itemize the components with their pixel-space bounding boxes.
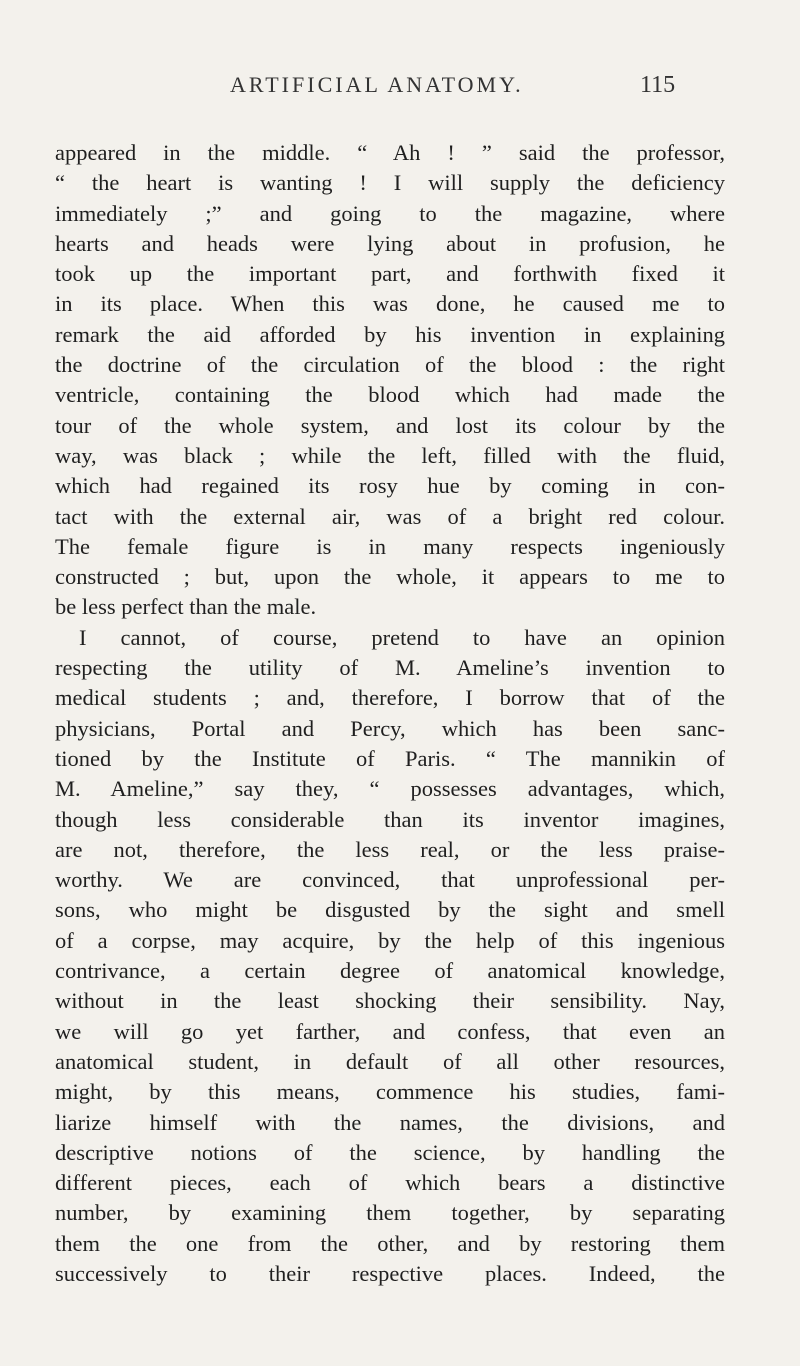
running-title: ARTIFICIAL ANATOMY. bbox=[230, 72, 524, 97]
text-line: which had regained its rosy hue by coming in con- bbox=[55, 473, 725, 499]
text-line: M. Ameline,” say they, “ possesses advantages, which, bbox=[55, 776, 725, 802]
text-line: in its place. When this was done, he caused me to bbox=[55, 291, 725, 317]
text-line: anatomical student, in default of all other resources, bbox=[55, 1048, 725, 1074]
text-line: number, by examining them together, by separating bbox=[55, 1200, 725, 1226]
text-line: tour of the whole system, and lost its colour by the bbox=[55, 412, 725, 438]
text-line: remark the aid afforded by his invention in explaining bbox=[55, 321, 725, 347]
text-line: physicians, Portal and Percy, which has been sanc- bbox=[55, 715, 725, 741]
text-line: we will go yet farther, and confess, that even an bbox=[55, 1018, 725, 1044]
text-line: worthy. We are convinced, that unprofessional per- bbox=[55, 867, 725, 893]
text-line: them the one from the other, and by restoring them bbox=[55, 1230, 725, 1256]
text-line: sons, who might be disgusted by the sight and smell bbox=[55, 897, 725, 923]
text-line: immediately ;” and going to the magazine, where bbox=[55, 200, 725, 226]
running-header bbox=[0, 72, 800, 112]
body-text bbox=[55, 138, 725, 1289]
text-line: I cannot, of course, pretend to have an opinion bbox=[79, 624, 725, 650]
text-line: constructed ; but, upon the whole, it appears to me to bbox=[55, 564, 725, 590]
text-line: took up the important part, and forthwith fixed it bbox=[55, 261, 725, 287]
text-line: are not, therefore, the less real, or the less praise- bbox=[55, 836, 725, 862]
text-line: medical students ; and, therefore, I borrow that of the bbox=[55, 685, 725, 711]
text-line: successively to their respective places. Indeed, the bbox=[55, 1260, 725, 1286]
text-line: tioned by the Institute of Paris. “ The mannikin of bbox=[55, 745, 725, 771]
text-line: contrivance, a certain degree of anatomical knowledge, bbox=[55, 958, 725, 984]
text-line: tact with the external air, was of a bright red colour. bbox=[55, 503, 725, 529]
text-line: the doctrine of the circulation of the blood : the right bbox=[55, 352, 725, 378]
text-line: respecting the utility of M. Ameline’s invention to bbox=[55, 655, 725, 681]
text-line: different pieces, each of which bears a distinctive bbox=[55, 1170, 725, 1196]
text-line: “ the heart is wanting ! I will supply the deficiency bbox=[55, 170, 725, 196]
page-number: 115 bbox=[640, 72, 676, 98]
text-line: be less perfect than the male. bbox=[55, 594, 317, 620]
text-line: though less considerable than its inventor imagines, bbox=[55, 806, 725, 832]
text-line: without in the least shocking their sensibility. Nay, bbox=[55, 988, 725, 1014]
text-line: appeared in the middle. “ Ah ! ” said the professor, bbox=[55, 140, 725, 165]
text-line: ventricle, containing the blood which had made the bbox=[55, 382, 725, 408]
text-line: hearts and heads were lying about in profusion, he bbox=[55, 230, 725, 256]
text-line: descriptive notions of the science, by handling the bbox=[55, 1139, 725, 1165]
text-line: The female figure is in many respects ingeniously bbox=[55, 533, 725, 559]
text-line: of a corpse, may acquire, by the help of this ingenious bbox=[55, 927, 725, 953]
text-line: might, by this means, commence his studies, fami- bbox=[55, 1079, 725, 1105]
text-line: liarize himself with the names, the divisions, and bbox=[55, 1109, 725, 1135]
text-line: way, was black ; while the left, filled with the fluid, bbox=[55, 442, 725, 468]
